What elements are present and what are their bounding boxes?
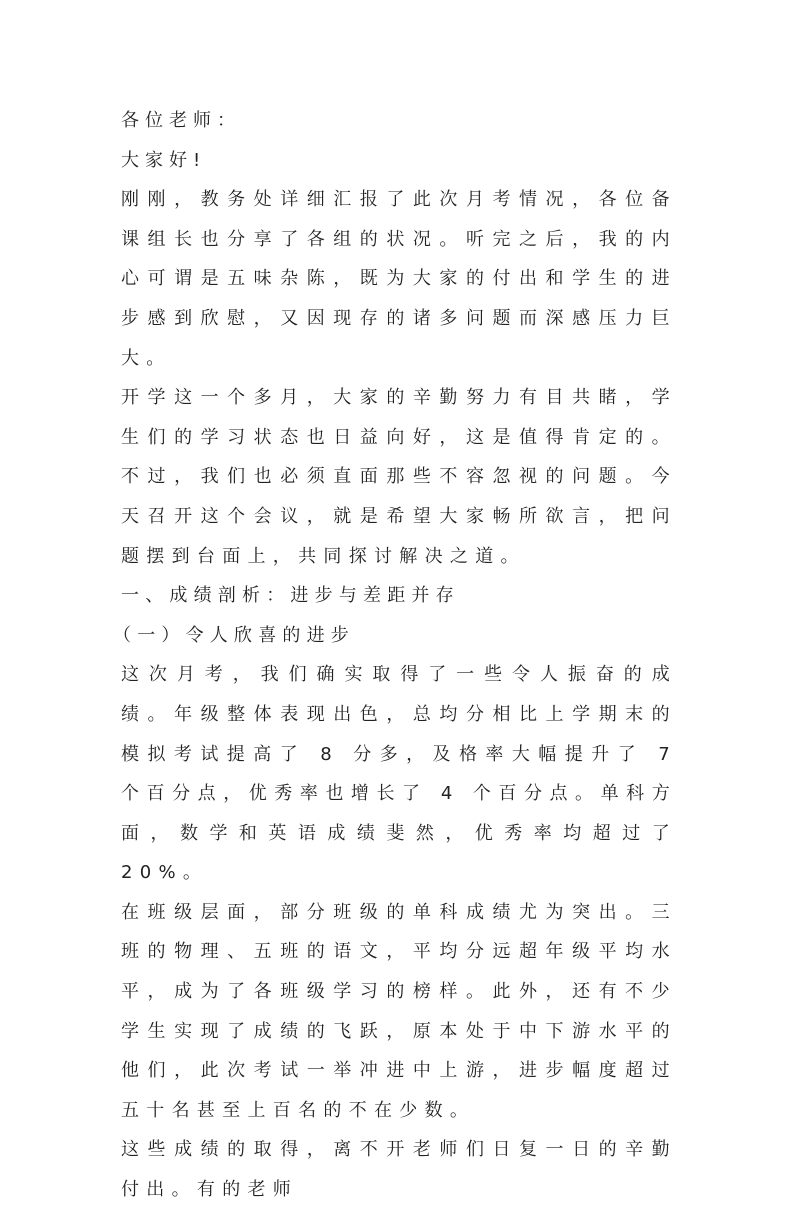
- salutation: 各位老师：: [121, 110, 241, 131]
- intro-paragraph-1: 刚刚，教务处详细汇报了此次月考情况，各位备课组长也分享了各组的状况。听完之后，我的内心可谓是五味杂陈，既为大家的付出和学生的进步感到欣慰，又因现存的诸多问题而深感压力巨大。: [121, 189, 677, 369]
- subsection-heading: （一）令人欣喜的进步: [113, 624, 355, 646]
- greeting: 大家好!: [121, 149, 207, 171]
- document-page: [113, 101, 677, 1210]
- section-heading: 一、成绩剖析：进步与差距并存: [121, 585, 460, 607]
- intro-paragraph-2: 开学这一个多月，大家的辛勤努力有目共睹，学生们的学习状态也日益向好，这是值得肯定的。不过，我们也必须直面那些不容忽视的问题。今天召开这个会议，就是希望大家畅所欲言，把问题摆到台面上，共同探讨解决之道。: [121, 387, 677, 567]
- body-paragraph-3: 这些成绩的取得，离不开老师们日复一日的辛勤付出。有的老师: [121, 1139, 677, 1201]
- body-paragraph-1: 这次月考，我们确实取得了一些令人振奋的成绩。年级整体表现出色，总均分相比上学期末的模拟考试提高了 8 分多，及格率大幅提升了 7 个百分点，优秀率也增长了 4 个百分点。单科方面，数学和英语成绩斐然，优秀率均超过了 20%。: [121, 664, 677, 884]
- body-paragraph-2: 在班级层面，部分班级的单科成绩尤为突出。三班的物理、五班的语文，平均分远超年级平均水平，成为了各班级学习的榜样。此外，还有不少学生实现了成绩的飞跃，原本处于中下游水平的他们，此次考试一举冲进中上游，进步幅度超过五十名甚至上百名的不在少数。: [121, 901, 677, 1121]
